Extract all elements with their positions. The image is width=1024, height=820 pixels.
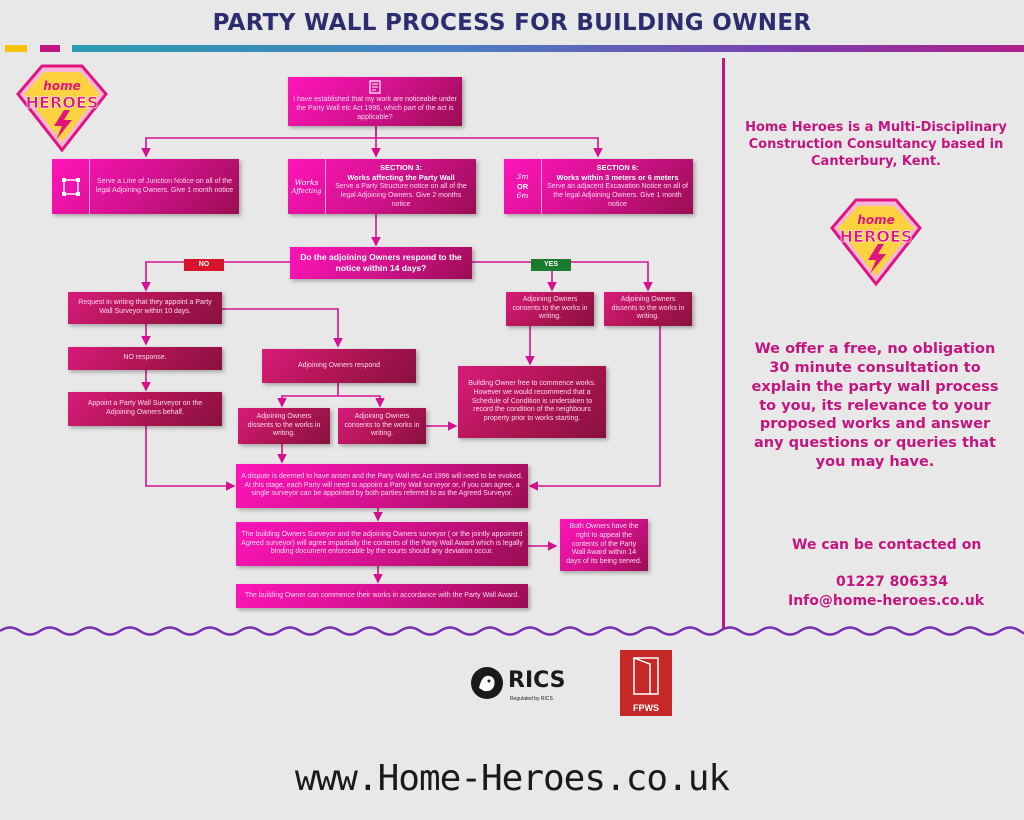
home-heroes-logo-right: [826, 198, 926, 286]
page-title: PARTY WALL PROCESS FOR BUILDING OWNER: [212, 10, 812, 36]
start-box: [288, 77, 462, 126]
rics-badge: [470, 666, 576, 706]
wave-divider: [0, 624, 1024, 638]
line-of-junction-text: Serve a Line of Junction Notice on all of the legal Adjoining Owners. Give 1 month notice: [95, 177, 234, 194]
consents-left-box: Adjoining Owners consents to the works in writing.: [338, 408, 426, 444]
contact-label: We can be contacted on: [792, 537, 982, 553]
website-url[interactable]: www.Home-Heroes.co.uk: [294, 758, 730, 799]
section-6-heading: SECTION 6:: [596, 163, 639, 173]
fpws-text: FPWS: [633, 703, 659, 713]
no-response-box: NO response.: [68, 347, 222, 370]
rics-text: RICS: [508, 668, 566, 693]
respond-question-box: Do the adjoining Owners respond to the notice within 14 days?: [290, 247, 472, 279]
wall-icon: [620, 650, 672, 700]
phone-number[interactable]: 01227 806334: [836, 574, 949, 590]
section-3-subheading: Works affecting the Party Wall: [347, 173, 455, 183]
company-intro: Home Heroes is a Multi-Disciplinary Construction Consultancy based in Canterbury, Kent.: [745, 120, 1007, 169]
dissents-right-box: Adjoining Owners dissents to the works in writing.: [604, 292, 692, 326]
owners-respond-box: Adjoining Owners respond: [262, 349, 416, 383]
fpws-badge: [620, 650, 672, 716]
start-text: I have established that my work are noticeable under the Party Wall etc Act 1996, which part of the act is applicable?: [293, 96, 457, 121]
appeal-box: Both Owners have the right to appeal the contents of the Party Wall Award within 14 days of its being served.: [560, 519, 648, 571]
dissents-left-box: Adjoining Owners dissents to the works in writing.: [238, 408, 330, 444]
commence-works-box: The building Owner can commence their works in accordance with the Party Wall Award.: [236, 584, 528, 608]
section-3-box: [288, 159, 476, 214]
rics-subtext: Regulated by RICS: [510, 696, 553, 702]
no-label: NO: [184, 259, 224, 271]
square-corners-icon: [60, 176, 82, 198]
section-6-text: Serve an adjacent Excavation Notice on all of the legal Adjoining Owners. Give 1 month notice: [547, 182, 688, 208]
request-surveyor-box: Request in writing that they appoint a Party Wall Surveyor within 10 days.: [68, 292, 222, 324]
svg-text:HEROES: HEROES: [25, 93, 99, 112]
section-6-subheading: Works within 3 meters or 6 meters: [556, 173, 679, 183]
lion-icon: [470, 666, 504, 700]
svg-text:home: home: [857, 213, 895, 227]
section-3-heading: SECTION 3:: [379, 163, 423, 173]
consents-right-box: Adjoining Owners consents to the works in writing.: [506, 292, 594, 326]
appoint-surveyor-box: Appoint a Party Wall Surveyor on the Adjoining Owners behalf.: [68, 392, 222, 426]
free-to-commence-box: Building Owner free to commence works. However we would recommend that a Schedule of Condition is undertaken to record the condition of the neighbours property prior to works starting.: [458, 366, 606, 438]
dispute-box: A dispute is deemed to have arisen and the Party Wall etc Act 1996 will need to be evoked. At this stage, each Party will need to appoint a Party Wall surveyor or, if you can agree, a single surveyor can be appointed by both parties referred to as the Agreed Surveyor.: [236, 464, 528, 508]
svg-text:home: home: [43, 79, 81, 93]
document-icon: [369, 80, 381, 94]
section-3-text: Serve a Party Structure notice on all of the legal Adjoining Owners. Give 2 months notice: [335, 182, 467, 208]
consultation-offer: We offer a free, no obligation 30 minute consultation to explain the party wall process to you, its relevance to your proposed works and answer any questions or queries that you may have.: [751, 341, 999, 471]
distance-panel: 3m OR 6m: [504, 159, 542, 214]
yes-label: YES: [531, 259, 571, 271]
section-6-box: [504, 159, 693, 214]
vertical-divider: [722, 58, 725, 628]
line-of-junction-box: [52, 159, 239, 214]
junction-icon-panel: [52, 159, 90, 214]
svg-text:HEROES: HEROES: [839, 227, 913, 246]
party-wall-award-box: The building Owners Surveyor and the adjoining Owners surveyor ( or the jointly appointed Agreed surveyor) will agree impartially the contents of the Party Wall Award which is legally binding document enforceable by the courts should any deviation occur.: [236, 522, 528, 566]
works-affecting-panel: Works Affecting: [288, 159, 326, 214]
email-address[interactable]: Info@home-heroes.co.uk: [788, 593, 985, 609]
